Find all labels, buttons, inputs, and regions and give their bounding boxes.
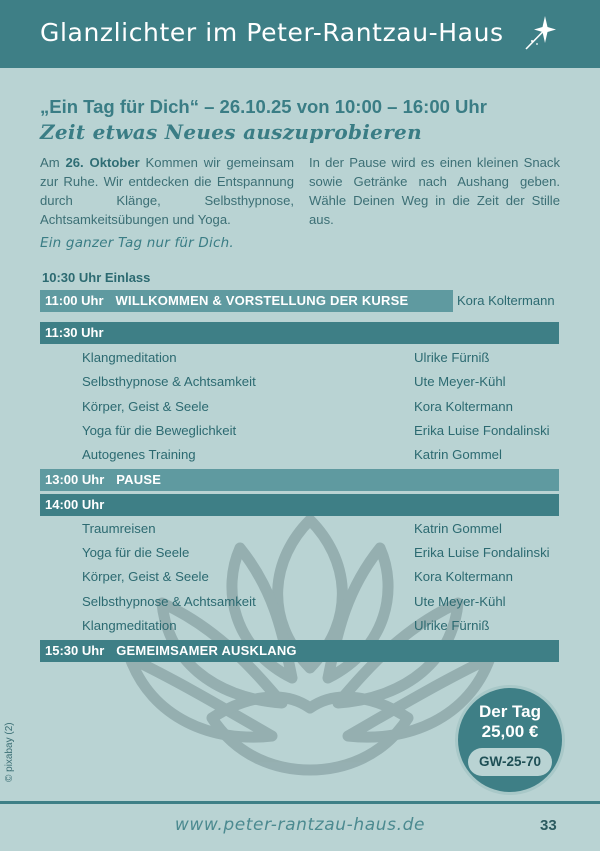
block2-time: 14:00 Uhr bbox=[45, 497, 105, 512]
header-title: Glanzlichter im Peter-Rantzau-Haus bbox=[40, 18, 504, 47]
course-teacher: Kora Koltermann bbox=[414, 569, 513, 584]
event-title: „Ein Tag für Dich“ – 26.10.25 von 10:00 – 16:00 Uhr bbox=[40, 96, 487, 117]
block2-row bbox=[0, 594, 600, 618]
pause-time: 13:00 Uhr bbox=[45, 472, 105, 487]
block1-row bbox=[0, 423, 600, 447]
course-name: Yoga für die Seele bbox=[82, 545, 190, 560]
course-name: Klangmeditation bbox=[82, 350, 177, 365]
pause-info-text: In der Pause wird es einen kleinen Snack sowie Getränke nach Aushang geben. Wähle Deinen Weg in die Zeit der Stille aus. bbox=[309, 155, 560, 227]
intro-date: 26. Oktober bbox=[65, 155, 140, 170]
intro-text bbox=[40, 153, 294, 229]
welcome-time: 11:00 Uhr bbox=[45, 293, 104, 308]
page-header bbox=[0, 0, 600, 68]
pause-bar bbox=[40, 469, 559, 491]
course-teacher: Erika Luise Fondalinski bbox=[414, 423, 550, 438]
footer-url: www.peter-rantzau-haus.de bbox=[174, 815, 426, 835]
block1-time: 11:30 Uhr bbox=[45, 325, 104, 340]
course-teacher: Kora Koltermann bbox=[414, 399, 513, 414]
welcome-instructor: Kora Koltermann bbox=[453, 290, 599, 312]
price-amount: 25,00 € bbox=[481, 722, 539, 741]
welcome-title: WILLKOMMEN & VORSTELLUNG DER KURSE bbox=[115, 293, 409, 308]
page-number: 33 bbox=[540, 817, 557, 834]
course-teacher: Katrin Gommel bbox=[414, 447, 502, 462]
pause-title: PAUSE bbox=[116, 472, 162, 487]
closing-title: GEMEIMSAMER AUSKLANG bbox=[116, 643, 297, 658]
footer-divider bbox=[0, 801, 600, 804]
intro-rest: Kommen wir gemeinsam zur Ruhe. Wir entdecken die Entspannung durch Klänge, Selbsthypnose, Achtsamkeitsübungen und Yoga. bbox=[40, 155, 295, 227]
course-teacher: Ulrike Fürniß bbox=[414, 618, 490, 633]
course-name: Yoga für die Beweglichkeit bbox=[82, 423, 237, 438]
course-teacher: Ute Meyer-Kühl bbox=[414, 374, 506, 389]
block2-row bbox=[0, 569, 600, 593]
course-name: Körper, Geist & Seele bbox=[82, 399, 209, 414]
course-teacher: Erika Luise Fondalinski bbox=[414, 545, 550, 560]
block2-row bbox=[0, 545, 600, 569]
course-teacher: Ute Meyer-Kühl bbox=[414, 594, 506, 609]
block1-row bbox=[0, 447, 600, 471]
course-name: Klangmeditation bbox=[82, 618, 177, 633]
course-teacher: Katrin Gommel bbox=[414, 521, 502, 536]
block1-bar bbox=[40, 322, 559, 344]
event-subtitle: Zeit etwas Neues auszuprobieren bbox=[40, 120, 422, 144]
sparkle-star-icon bbox=[523, 14, 557, 52]
course-name: Körper, Geist & Seele bbox=[82, 569, 209, 584]
block2-bar bbox=[40, 494, 559, 516]
welcome-bar bbox=[40, 290, 559, 312]
closing-time: 15:30 Uhr bbox=[45, 643, 105, 658]
course-name: Selbsthypnose & Achtsamkeit bbox=[82, 594, 256, 609]
block1-row bbox=[0, 374, 600, 398]
price-label: Der Tag bbox=[478, 702, 542, 721]
price-badge bbox=[458, 688, 562, 792]
course-teacher: Ulrike Fürniß bbox=[414, 350, 490, 365]
block1-row bbox=[0, 350, 600, 374]
course-name: Autogenes Training bbox=[82, 447, 196, 462]
block2-row bbox=[0, 618, 600, 642]
einlass-time: 10:30 Uhr Einlass bbox=[42, 270, 151, 285]
course-name: Traumreisen bbox=[82, 521, 156, 536]
tagline: Ein ganzer Tag nur für Dich. bbox=[40, 235, 234, 251]
block1-row bbox=[0, 399, 600, 423]
closing-bar bbox=[40, 640, 559, 662]
image-credit: © pixabay (2) bbox=[4, 722, 15, 782]
intro-prefix: Am bbox=[40, 155, 66, 170]
course-name: Selbsthypnose & Achtsamkeit bbox=[82, 374, 256, 389]
block2-row bbox=[0, 521, 600, 545]
course-code: GW-25-70 bbox=[468, 748, 552, 776]
